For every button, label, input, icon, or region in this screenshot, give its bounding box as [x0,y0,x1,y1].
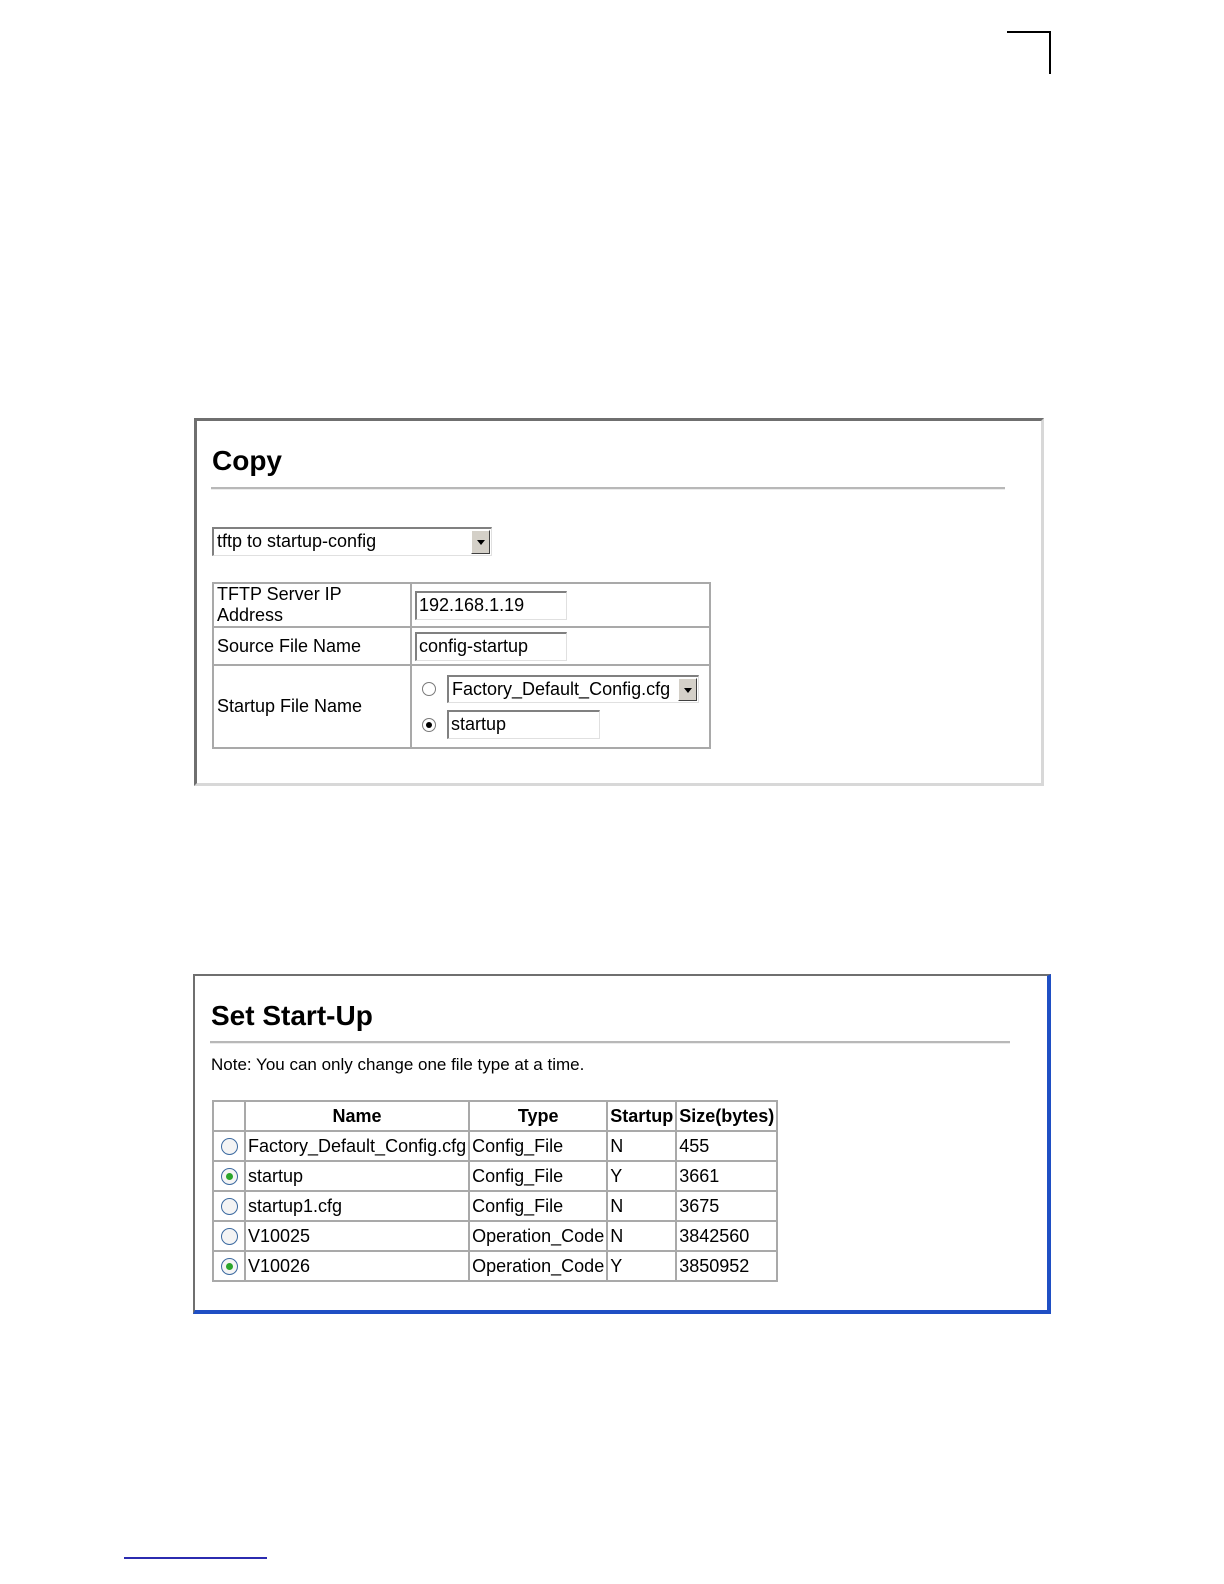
startup-files-body [213,1131,777,1281]
row-select-cell [213,1191,245,1221]
row-select-cell [213,1251,245,1281]
row-select-radio[interactable] [221,1138,238,1155]
startup-flag-cell: N [607,1221,676,1251]
file-name-cell: startup1.cfg [245,1191,469,1221]
crop-mark [1007,31,1051,33]
file-type-cell: Operation_Code [469,1221,607,1251]
file-name-cell: V10026 [245,1251,469,1281]
copy-form-table [212,582,711,749]
file-size-cell: 3675 [676,1191,777,1221]
row-select-radio[interactable] [221,1168,238,1185]
column-header: Startup [607,1101,676,1131]
chevron-down-icon[interactable] [471,530,490,554]
select-column-header [213,1101,245,1131]
set-startup-panel [193,974,1051,1314]
footer-rule [124,1557,267,1559]
table-row[interactable] [213,1131,777,1161]
file-size-cell: 3842560 [676,1221,777,1251]
row-select-radio[interactable] [221,1228,238,1245]
startup-file-select-value: Factory_Default_Config.cfg [452,678,671,699]
chevron-down-icon[interactable] [678,678,697,701]
startup-new-file-radio[interactable] [422,718,436,732]
title-divider [210,1041,1010,1044]
file-type-cell: Config_File [469,1161,607,1191]
startup-flag-cell: N [607,1191,676,1221]
tftp-server-ip-label: TFTP Server IP Address [213,583,411,627]
row-select-radio[interactable] [221,1198,238,1215]
table-row[interactable] [213,1251,777,1281]
file-type-cell: Config_File [469,1191,607,1221]
note-text: Note: You can only change one file type at a time. [211,1055,585,1074]
file-size-cell: 3850952 [676,1251,777,1281]
startup-file-name-label: Startup File Name [213,665,411,748]
column-header: Size(bytes) [676,1101,777,1131]
copy-mode-select[interactable] [212,527,492,556]
page-title: Set Start-Up [211,1000,373,1031]
column-header: Type [469,1101,607,1131]
file-name-cell: V10025 [245,1221,469,1251]
file-name-cell: Factory_Default_Config.cfg [245,1131,469,1161]
copy-panel [194,418,1044,786]
source-file-name-input[interactable]: config-startup [415,632,567,661]
file-size-cell: 455 [676,1131,777,1161]
page-title: Copy [212,445,282,476]
table-row[interactable] [213,1161,777,1191]
column-header: Name [245,1101,469,1131]
startup-file-name-input[interactable]: startup [447,710,600,739]
file-name-cell: startup [245,1161,469,1191]
table-row[interactable] [213,1221,777,1251]
startup-files-table [212,1100,778,1282]
row-select-radio[interactable] [221,1258,238,1275]
file-size-cell: 3661 [676,1161,777,1191]
copy-mode-value: tftp to startup-config [217,531,377,551]
row-select-cell [213,1221,245,1251]
table-row[interactable] [213,1191,777,1221]
crop-mark [1049,31,1051,74]
startup-flag-cell: N [607,1131,676,1161]
title-divider [211,487,1005,490]
row-select-cell [213,1131,245,1161]
startup-flag-cell: Y [607,1251,676,1281]
file-type-cell: Operation_Code [469,1251,607,1281]
row-select-cell [213,1161,245,1191]
tftp-server-ip-input[interactable]: 192.168.1.19 [415,591,567,620]
source-file-name-label: Source File Name [213,627,411,665]
file-type-cell: Config_File [469,1131,607,1161]
startup-existing-file-radio[interactable] [422,682,436,696]
startup-file-select[interactable] [447,675,699,703]
startup-flag-cell: Y [607,1161,676,1191]
